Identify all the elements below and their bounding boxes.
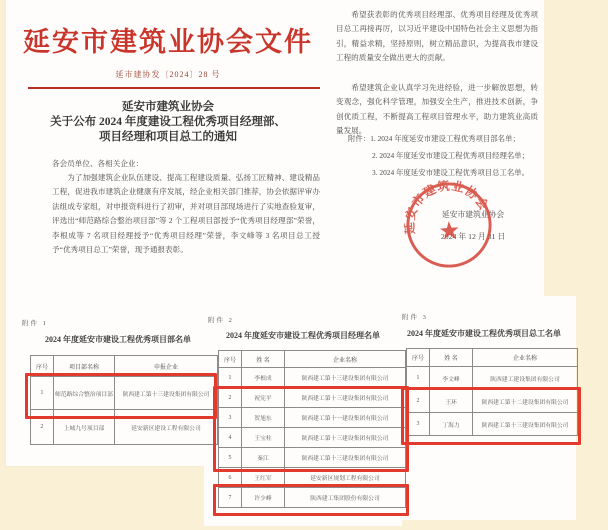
attachment1-label: 附件 1	[22, 320, 48, 327]
table-cell: 延安新区规划工程有限公司	[285, 468, 406, 488]
signature-date: 2024 年 12 月 31 日	[440, 232, 506, 241]
highlight-box-table1-row1	[25, 373, 217, 419]
table-cell: 1	[407, 367, 430, 390]
highlight-box-table2-row7	[213, 484, 409, 516]
table-cell: 陕西建工第十一建设集团有限公司	[285, 408, 406, 428]
table-cell: 许少峰	[242, 488, 285, 508]
attachment-list-line	[348, 130, 544, 147]
document-number: 延市建协发〔2024〕28 号	[115, 70, 221, 79]
table-cell: 陕西建工第十三建设集团有限公司	[285, 428, 406, 448]
table-header-cell: 序号	[407, 349, 430, 367]
table-header-cell: 姓 名	[242, 351, 285, 368]
table-cell: 4	[219, 428, 242, 448]
table-cell: 2	[407, 390, 430, 413]
attachment1-title: 2024 年度延安市建设工程优秀项目部名单	[45, 335, 191, 344]
table-cell: 上城九号项目部	[54, 410, 115, 445]
table-cell: 师范路综合整治项目部	[54, 377, 115, 410]
table-header-cell: 姓 名	[430, 349, 473, 367]
notice-title-line: 关于公布 2024 年度建设工程优秀项目经理部、	[50, 116, 286, 128]
attachment-item: 3. 2024 年度延安市建设工程优秀项目总工名单。	[372, 168, 530, 177]
table-cell: 2	[219, 388, 242, 408]
notice-title	[6, 100, 330, 145]
table-cell: 3	[407, 413, 430, 436]
table-header-cell: 项目部名称	[54, 356, 115, 377]
attachment-item: 1. 2024 年度延安市建设工程优秀项目部名单；	[370, 134, 520, 143]
table-cell: 陕西建工建设集团有限公司	[473, 367, 578, 390]
attachment-list	[348, 130, 544, 181]
table-cell: 1	[219, 368, 242, 388]
table-header-cell: 序号	[31, 356, 54, 377]
notice-title-line: 项目经理和项目总工的通知	[99, 131, 237, 143]
table-cell: 1	[31, 377, 54, 410]
table-cell: 陕西建工集团股份有限公司	[285, 488, 406, 508]
table-cell: 延安新区建设工程有限公司	[115, 410, 218, 445]
official-seal-icon	[401, 177, 497, 273]
attachment2-title: 2024 年度延安市建设工程优秀项目经理名单	[226, 331, 380, 340]
notice-title-line: 延安市建筑业协会	[122, 101, 214, 113]
attachment-label: 附件：	[348, 134, 371, 143]
table-cell: 陕西建工第十三建设集团有限公司	[285, 448, 406, 468]
seal-text: 延安市建筑业协会	[402, 178, 492, 235]
table-header-cell: 企业名称	[285, 351, 406, 368]
table-cell: 7	[219, 488, 242, 508]
seal-star-icon	[439, 220, 459, 239]
table-header-cell: 申报企业	[115, 356, 218, 377]
table-header-cell: 序号	[219, 351, 242, 368]
highlight-box-table3-rows2-3	[401, 387, 581, 445]
highlight-box-table2-rows2-5	[213, 386, 409, 472]
table-cell: 陕西建工第十三建设集团有限公司	[473, 413, 578, 436]
table-cell: 王红军	[242, 468, 285, 488]
attachment3-title: 2024 年度延安市建设工程优秀项目总工名单	[407, 329, 561, 338]
table-row	[219, 368, 406, 388]
table-cell: 陕西建工第十三建设集团有限公司	[115, 377, 218, 410]
table-header-cell: 企业名称	[473, 349, 578, 367]
table-cell: 6	[219, 468, 242, 488]
attachment-item: 2. 2024 年度延安市建设工程优秀项目经理名单；	[372, 151, 530, 160]
signer-name: 延安市建筑业协会	[441, 210, 505, 219]
body-paragraph-2: 希望获表彰的优秀项目经理部、优秀项目经理及优秀项目总工再接再厉，以习近平建设中国特色社会主义思想为指引，精益求精，坚持原则，树立精品意识，为提高我市建设工程的质量安全做出更大的贡献。	[336, 10, 538, 63]
table-cell: 祝宪平	[242, 388, 285, 408]
table-cell: 贺旭东	[242, 408, 285, 428]
table-cell: 3	[219, 408, 242, 428]
table-cell: 陕西建工第十二建设集团有限公司	[473, 390, 578, 413]
attachment3-label: 附件 3	[402, 314, 428, 321]
table-cell: 陕西建工第十三建设集团有限公司	[285, 368, 406, 388]
table-cell: 李根成	[242, 368, 285, 388]
letterhead-divider	[28, 87, 320, 89]
table-cell: 丁海力	[430, 413, 473, 436]
table-cell: 秦江	[242, 448, 285, 468]
body-paragraph-3: 希望建筑企业认真学习先进经验，进一步解放思想，转变观念，强化科学管理，加强安全生产，推进技术创新，争创优质工程，不断提高工程项目管理水平，助力建筑业高质量发展。	[336, 83, 538, 136]
salutation: 各会员单位、各相关企业：	[52, 159, 144, 168]
table-cell: 陕西建工第十三建设集团有限公司	[285, 388, 406, 408]
body-paragraph-1: 为了加强建筑企业队伍建设、提高工程建设质量、弘扬工匠精神、建设精品工程，促进我市建筑企业健康有序发展，经企业相关部门推荐，协会依据评审办法组成专家组，对申报资料进行了初审，并对项目部现场进行了实地查验复审，评选出“师范路综合整治项目部”等 2 个工程项目部授予“优秀项目经理部”荣誉，李根成等 7 名项目经理授予“优秀项目经理”荣誉，李文峰等 3 名项目总工授予“优秀项目总工”荣誉，现予通报表彰。	[52, 173, 320, 255]
table-cell: 王环	[430, 390, 473, 413]
letterhead-title: 延安市建筑业协会文件	[23, 27, 313, 57]
table-cell: 王宝柱	[242, 428, 285, 448]
table-cell: 李文峰	[430, 367, 473, 390]
attachment2-label: 附件 2	[208, 317, 234, 324]
table-cell: 2	[31, 410, 54, 445]
table-cell: 5	[219, 448, 242, 468]
